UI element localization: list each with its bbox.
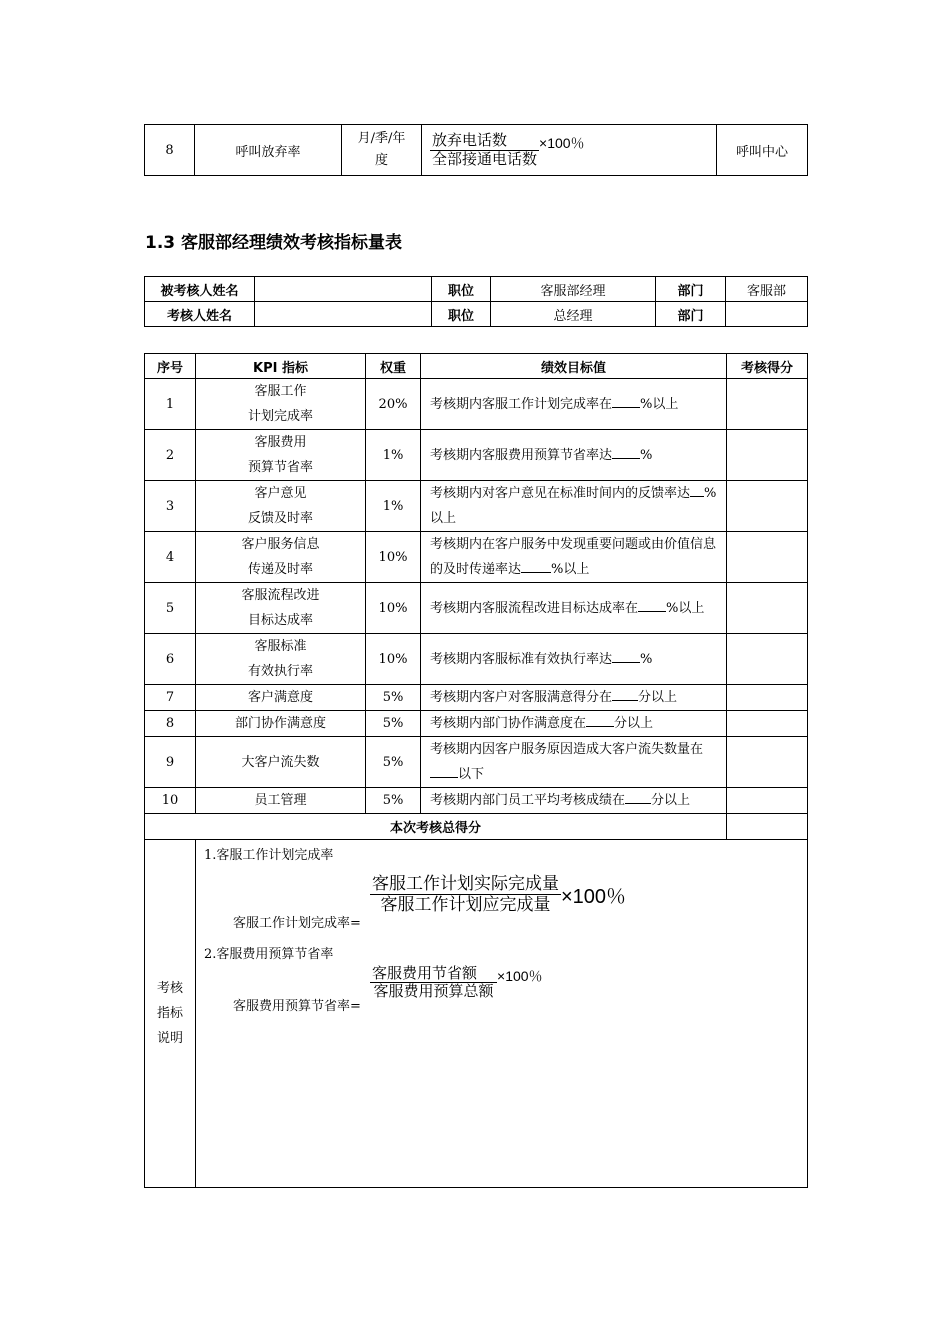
table-row <box>145 788 808 814</box>
table-row <box>145 532 808 583</box>
header-seq: 序号 <box>145 354 196 379</box>
blank-underline[interactable] <box>625 791 651 804</box>
table-row <box>145 430 808 481</box>
row-score[interactable] <box>727 430 808 481</box>
row-score[interactable] <box>727 583 808 634</box>
row-seq: 5 <box>145 583 196 634</box>
table-row <box>145 737 808 788</box>
evaluator-dept-label: 部门 <box>656 302 726 327</box>
row-seq: 8 <box>145 711 196 737</box>
top-continuation-table <box>144 124 808 176</box>
row-score[interactable] <box>727 532 808 583</box>
row-weight: 1% <box>366 481 421 532</box>
row-kpi: 部门协作满意度 <box>196 711 366 737</box>
row-target: 考核期内客服工作计划完成率在 %以上 <box>421 379 727 430</box>
evaluator-name-label: 考核人姓名 <box>145 302 255 327</box>
row-weight: 10% <box>366 532 421 583</box>
row-target: 考核期内对客户意见在标准时间内的反馈率达 %以上 <box>421 481 727 532</box>
kpi-table <box>144 353 808 1188</box>
row-target: 考核期内客服标准有效执行率达 % <box>421 634 727 685</box>
blank-underline[interactable] <box>612 650 640 663</box>
total-score-cell[interactable] <box>727 814 808 840</box>
evaluatee-dept-value: 客服部 <box>726 277 808 302</box>
row-seq: 2 <box>145 430 196 481</box>
kpi-header-row <box>145 354 808 379</box>
top-formula: $\frac{\text{放弃电话数}}{\text{全部接通电话数}}$ ×100％ <box>422 125 717 176</box>
row-score[interactable] <box>727 737 808 788</box>
row-score[interactable] <box>727 711 808 737</box>
table-row <box>145 583 808 634</box>
blank-underline[interactable] <box>612 446 640 459</box>
evaluator-position-value: 总经理 <box>491 302 656 327</box>
row-weight: 10% <box>366 583 421 634</box>
evaluatee-name-label: 被考核人姓名 <box>145 277 255 302</box>
row-kpi: 员工管理 <box>196 788 366 814</box>
evaluatee-name-field[interactable] <box>255 277 432 302</box>
row-target: 考核期内在客户服务中发现重要问题或由价值信息的及时传递率达 %以上 <box>421 532 727 583</box>
row-seq: 7 <box>145 685 196 711</box>
row-seq: 3 <box>145 481 196 532</box>
row-kpi: 客服标准 有效执行率 <box>196 634 366 685</box>
row-target: 考核期内部门协作满意度在 分以上 <box>421 711 727 737</box>
header-target: 绩效目标值 <box>421 354 727 379</box>
row-seq: 6 <box>145 634 196 685</box>
row-target: 考核期内客户对客服满意得分在 分以上 <box>421 685 727 711</box>
row-weight: 5% <box>366 788 421 814</box>
row-weight: 20% <box>366 379 421 430</box>
evaluator-position-label: 职位 <box>432 302 491 327</box>
note1-lhs: 客服工作计划完成率= <box>233 916 361 931</box>
note2-lhs: 客服费用预算节省率= <box>233 999 361 1014</box>
row-weight: 10% <box>366 634 421 685</box>
blank-underline[interactable] <box>690 484 704 497</box>
row-seq: 1 <box>145 379 196 430</box>
row-target: 考核期内因客户服务原因造成大客户流失数量在以下 <box>421 737 727 788</box>
row-score[interactable] <box>727 685 808 711</box>
info-table <box>144 276 808 327</box>
row-seq: 10 <box>145 788 196 814</box>
row-score[interactable] <box>727 379 808 430</box>
evaluator-name-field[interactable] <box>255 302 432 327</box>
row-kpi: 客服费用 预算节省率 <box>196 430 366 481</box>
evaluatee-dept-label: 部门 <box>656 277 726 302</box>
table-row <box>145 481 808 532</box>
row-kpi: 客户意见 反馈及时率 <box>196 481 366 532</box>
top-indicator: 呼叫放弃率 <box>195 125 342 176</box>
header-weight: 权重 <box>366 354 421 379</box>
top-period: 月/季/年度 <box>342 125 422 176</box>
row-target: 考核期内部门员工平均考核成绩在 分以上 <box>421 788 727 814</box>
notes-label: 考核 指标 说明 <box>145 840 196 1188</box>
table-row <box>145 634 808 685</box>
header-kpi: KPI 指标 <box>196 354 366 379</box>
blank-underline[interactable] <box>638 599 666 612</box>
blank-underline[interactable] <box>430 765 458 778</box>
evaluatee-position-label: 职位 <box>432 277 491 302</box>
header-score: 考核得分 <box>727 354 808 379</box>
row-kpi: 客户服务信息 传递及时率 <box>196 532 366 583</box>
row-weight: 1% <box>366 430 421 481</box>
row-kpi: 大客户流失数 <box>196 737 366 788</box>
row-score[interactable] <box>727 481 808 532</box>
blank-underline[interactable] <box>612 688 638 701</box>
evaluatee-position-value: 客服部经理 <box>491 277 656 302</box>
row-target: 考核期内客服费用预算节省率达 % <box>421 430 727 481</box>
note2-title: 2.客服费用预算节省率 <box>204 947 334 962</box>
evaluator-dept-value[interactable] <box>726 302 808 327</box>
row-score[interactable] <box>727 634 808 685</box>
notes-content <box>196 840 808 1188</box>
note1-title: 1.客服工作计划完成率 <box>204 848 334 863</box>
blank-underline[interactable] <box>586 714 614 727</box>
blank-underline[interactable] <box>521 560 551 573</box>
row-weight: 5% <box>366 711 421 737</box>
row-score[interactable] <box>727 788 808 814</box>
row-seq: 9 <box>145 737 196 788</box>
note1-formula: $\frac{\text{客服工作计划实际完成量}}{\text{客服工作计划应完成量}}$ ×100％ <box>372 874 627 914</box>
section-title: 1.3 客服部经理绩效考核指标量表 <box>145 233 403 253</box>
row-weight: 5% <box>366 737 421 788</box>
row-seq: 4 <box>145 532 196 583</box>
row-kpi: 客户满意度 <box>196 685 366 711</box>
row-target: 考核期内客服流程改进目标达成率在 %以上 <box>421 583 727 634</box>
blank-underline[interactable] <box>612 395 640 408</box>
top-source: 呼叫中心 <box>717 125 808 176</box>
table-row <box>145 711 808 737</box>
table-row <box>145 379 808 430</box>
note2-formula: $\frac{\text{客服费用节省额}}{\text{客服费用预算总额}}$ ×100％ <box>372 965 543 1001</box>
row-kpi: 客服流程改进 目标达成率 <box>196 583 366 634</box>
table-row <box>145 685 808 711</box>
row-weight: 5% <box>366 685 421 711</box>
row-kpi: 客服工作 计划完成率 <box>196 379 366 430</box>
total-score-label: 本次考核总得分 <box>145 814 727 840</box>
top-seq: 8 <box>145 125 195 176</box>
